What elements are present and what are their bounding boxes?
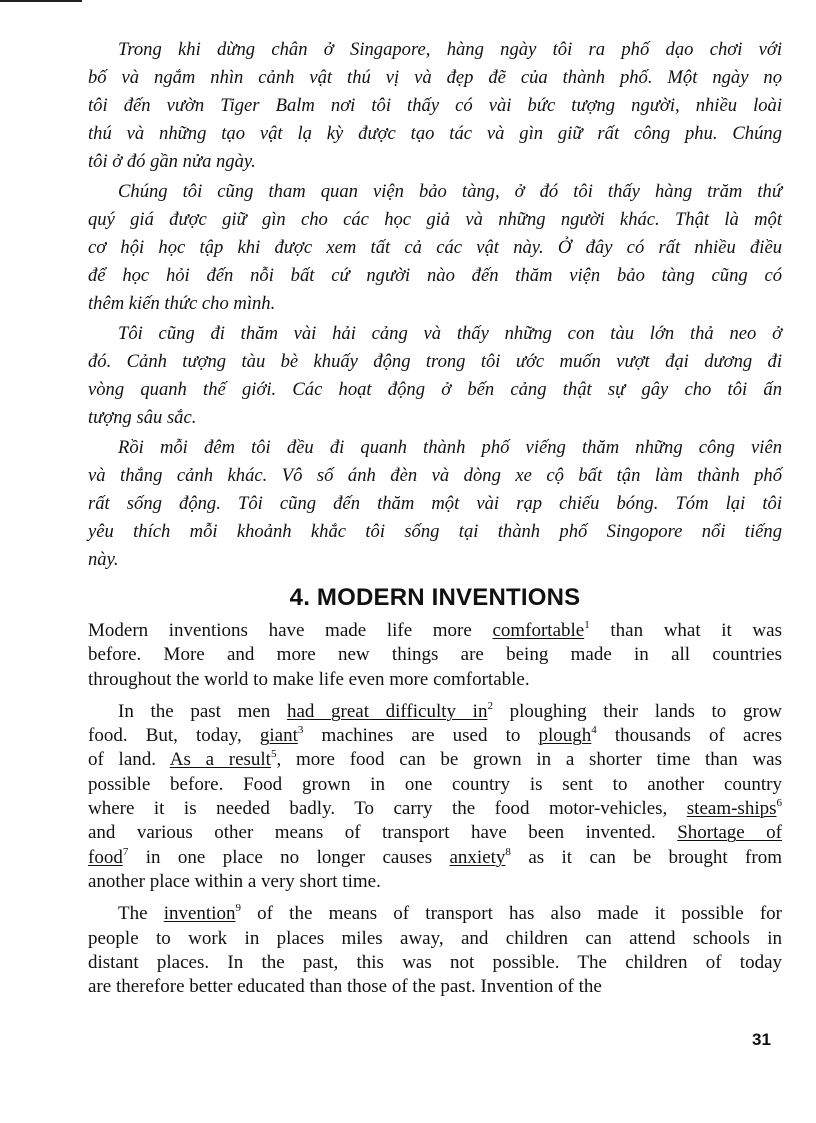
text-run: people to work in places miles away, and children can attend schools in — [88, 927, 782, 949]
text-line — [88, 821, 782, 845]
footnote-marker: 2 — [487, 699, 493, 712]
text-line — [88, 902, 782, 926]
text-run: The — [118, 903, 164, 925]
footnote-marker: 8 — [505, 845, 511, 858]
text-line: cơ hội học tập khi được xem tất cả các vật này. Ở đây có rất nhiều điều — [88, 237, 782, 258]
paragraph — [88, 434, 782, 574]
text-line: thú và những tạo vật lạ kỳ được tạo tác và gìn giữ rất công phu. Chúng — [88, 123, 782, 144]
text-line: và thắng cảnh khác. Vô số ánh đèn và dòng xe cộ bất tận làm thành phố — [88, 465, 782, 486]
vocabulary-term: food — [88, 846, 123, 868]
scan-edge-mark — [0, 0, 82, 2]
text-run: are therefore better educated than those of the past. Invention of the — [88, 976, 602, 998]
vocabulary-term: Shortage of — [677, 822, 782, 844]
text-line — [88, 700, 782, 724]
vocabulary-term: comfortable — [492, 620, 585, 641]
text-run: and various other means of transport have been invented. — [88, 822, 678, 844]
text-line: để học hỏi đến nỗi bất cứ người nào đến thăm viện bảo tàng cũng có — [88, 265, 782, 286]
text-line — [88, 724, 782, 748]
text-run: Modern inventions have made life more — [88, 620, 493, 641]
text-run: food. But, today, — [88, 725, 260, 747]
text-line: rất sống động. Tôi cũng đến thăm một vài rạp chiếu bóng. Tóm lại tôi — [88, 493, 782, 514]
paragraph — [88, 619, 782, 692]
text-run: another place within a very short time. — [88, 870, 381, 892]
paragraph — [88, 36, 782, 176]
footnote-marker: 6 — [776, 797, 782, 810]
text-line — [88, 619, 782, 643]
text-run: , more food can be grown in a shorter time than was — [276, 749, 782, 771]
paragraph — [88, 902, 782, 999]
text-line: tượng sâu sắc. — [88, 407, 197, 428]
text-line — [88, 668, 782, 692]
text-line: Chúng tôi cũng tham quan viện bảo tàng, ở đó tôi thấy hàng trăm thứ — [118, 181, 782, 202]
text-run: where it is needed badly. To carry the food motor-vehicles, — [88, 798, 687, 820]
paragraph — [88, 700, 782, 894]
footnote-marker: 7 — [122, 845, 129, 858]
text-line — [88, 748, 782, 772]
section-heading: 4. MODERN INVENTIONS — [289, 584, 581, 611]
text-run: as it can be brought from — [510, 846, 782, 868]
text-line: thêm kiến thức cho mình. — [88, 293, 276, 314]
footnote-marker: 1 — [584, 619, 590, 631]
vocabulary-term: had great difficulty in — [286, 700, 488, 722]
text-run: ploughing their lands to grow — [492, 700, 783, 722]
vocabulary-term: As a result — [169, 749, 271, 771]
text-line: này. — [88, 549, 119, 570]
text-line: đó. Cảnh tượng tàu bè khuấy động trong tôi ước muốn vượt đại dương đi — [88, 351, 782, 372]
text-line: vòng quanh thế giới. Các hoạt động ở bến cảng thật sự gây cho tôi ấn — [88, 379, 782, 400]
text-line: Trong khi dừng chân ở Singapore, hàng ngày tôi ra phố dạo chơi với — [118, 39, 782, 60]
text-line — [88, 975, 782, 999]
vocabulary-term: invention — [163, 903, 236, 925]
vocabulary-term: giant — [259, 725, 298, 747]
text-line: Rồi mỗi đêm tôi đều đi quanh thành phố viếng thăm những công viên — [118, 437, 782, 458]
page-number: 31 — [752, 1030, 771, 1049]
footnote-marker: 3 — [297, 724, 304, 737]
vietnamese-passage — [88, 36, 782, 576]
vocabulary-term: anxiety — [449, 846, 506, 868]
text-line — [88, 773, 782, 797]
text-run: before. More and more new things are being made in all countries — [88, 644, 782, 666]
text-run: distant places. In the past, this was not possible. The children of today — [88, 951, 782, 973]
text-run: than what it was — [589, 620, 782, 641]
text-line — [88, 927, 782, 951]
paragraph — [88, 178, 782, 318]
text-line — [88, 951, 782, 975]
text-run: of the means of transport has also made it possible for — [241, 903, 782, 925]
paragraph — [88, 320, 782, 432]
text-run: of land. — [88, 749, 170, 771]
text-line — [88, 846, 782, 870]
text-run: thousands of acres — [596, 725, 782, 747]
text-line: yêu thích mỗi khoảnh khắc tôi sống tại thành phố Singopore nổi tiếng — [88, 521, 782, 542]
text-line — [88, 870, 782, 894]
vocabulary-term: steam-ships — [686, 798, 777, 820]
text-run: machines are used to — [303, 725, 539, 747]
text-line: tôi đến vườn Tiger Balm nơi tôi thấy có vài bức tượng người, nhiều loài — [88, 95, 782, 116]
text-line: bố và ngắm nhìn cảnh vật thú vị và đẹp đẽ của thành phố. Một ngày nọ — [88, 67, 782, 88]
text-line: tôi ở đó gần nửa ngày. — [88, 151, 256, 172]
text-run: possible before. Food grown in one country is sent to another country — [88, 773, 782, 795]
footnote-marker: 5 — [270, 748, 277, 761]
footnote-marker: 9 — [235, 902, 241, 915]
footnote-marker: 4 — [591, 724, 597, 737]
text-run: In the past men — [118, 700, 287, 722]
text-run: in one place no longer causes — [128, 846, 450, 868]
text-line: quý giá được giữ gìn cho các học giả và những người khác. Thật là một — [88, 209, 782, 230]
english-passage — [88, 619, 782, 1007]
text-run: throughout the world to make life even more comfortable. — [88, 668, 530, 690]
text-line — [88, 643, 782, 667]
text-line: Tôi cũng đi thăm vài hải cảng và thấy những con tàu lớn thả neo ở — [118, 323, 782, 344]
vocabulary-term: plough — [538, 725, 592, 747]
text-line — [88, 797, 782, 821]
